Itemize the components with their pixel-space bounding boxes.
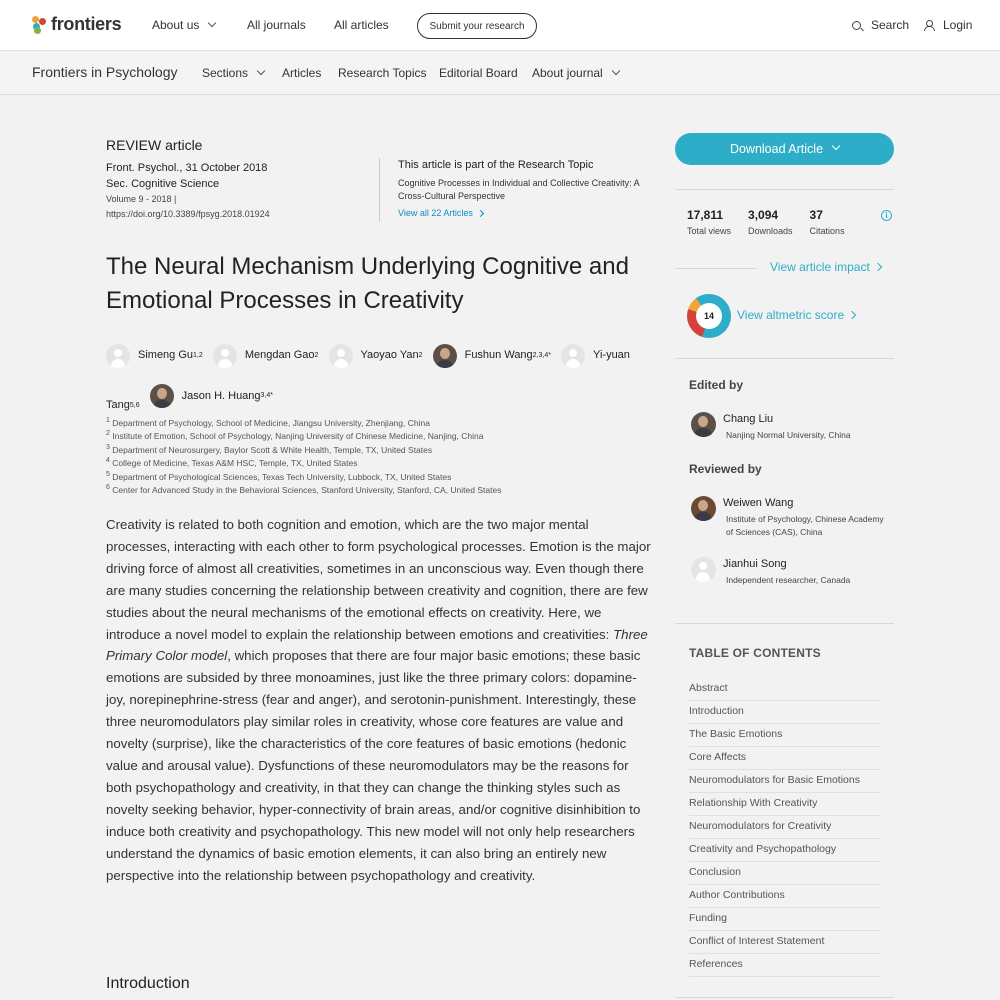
affiliation-item: $^1$ Department of Psychology, School of Medicine, Jiangsu University, Zhenjiang, China [106,417,430,428]
chevron-down-icon [208,19,216,27]
toc-neuromodulators-basic-emotions[interactable]: Neuromodulators for Basic Emotions [689,770,881,793]
chevron-right-icon [874,263,882,271]
divider [675,623,894,624]
author-yaoyao-yan[interactable]: Yaoyao Yan 2 [329,340,423,371]
toc-funding[interactable]: Funding [689,908,881,931]
reviewer-jianhui-song[interactable] [691,557,850,587]
research-topic-name[interactable]: Cognitive Processes in Individual and Collective Creativity: A Cross-Cultural Perspective [398,178,640,201]
affiliation-item: $^6$ Center for Advanced Study in the Behavioral Sciences, Stanford University, Stanford, CA, United States [106,484,502,496]
author-jason-h-huang[interactable]: Jason H. Huang 3,4* [150,381,273,412]
journal-nav-research-topics[interactable]: Research Topics [338,66,427,80]
research-topic-intro: This article is part of the Research Topic [398,159,594,171]
journal-nav-articles[interactable]: Articles [282,66,322,80]
login-button[interactable] [924,18,972,32]
author-yi-yuan-tang[interactable]: Yi-yuan [561,340,630,371]
reviewer-affiliation: Institute of Psychology, Chinese Academy of Sciences (CAS), China [726,514,884,537]
chevron-down-icon [257,67,265,75]
chevron-right-icon [848,311,856,319]
reviewed-by-heading: Reviewed by [689,462,762,476]
avatar [433,344,457,368]
editor-affiliation: Nanjing Normal University, China [726,430,851,440]
journal-nav-about-journal[interactable]: About journal [532,66,619,80]
author-yi-yuan-tang-cont[interactable]: Tang 5,6 [106,399,140,411]
article-type: REVIEW article [106,137,203,153]
editor-name: Chang Liu [723,413,774,425]
toc-creativity-psychopathology[interactable]: Creativity and Psychopathology [689,839,881,862]
nav-all-journals[interactable]: All journals [247,18,306,32]
reviewer-name: Jianhui Song [723,558,787,570]
article-title: The Neural Mechanism Underlying Cognitive and Emotional Processes in Creativity [106,253,629,314]
altmetric-score: 14 [696,303,722,329]
table-of-contents [689,678,881,977]
avatar [150,384,174,408]
logo-text: frontiers [51,14,122,34]
avatar [691,557,716,582]
avatar [329,344,353,368]
toc-heading: TABLE OF CONTENTS [689,646,821,660]
toc-basic-emotions[interactable]: The Basic Emotions [689,724,881,747]
user-icon [924,20,934,31]
stat-citations: 37 Citations [809,208,845,236]
toc-references[interactable]: References [689,954,881,977]
view-altmetric-score-link[interactable]: View altmetric score [737,308,855,322]
avatar [213,344,237,368]
login-label: Login [943,18,973,32]
toc-core-affects[interactable]: Core Affects [689,747,881,770]
author-list [106,340,651,421]
info-icon[interactable]: i [881,210,892,221]
affiliation-item: $^4$ College of Medicine, Texas A&M HSC, Temple, TX, United States [106,457,358,469]
stat-downloads: 3,094 Downloads [748,208,793,236]
chevron-down-icon [832,142,840,150]
article-metrics [687,208,862,236]
divider [675,268,757,269]
author-mengdan-gao[interactable]: Mengdan Gao 2 [213,340,319,371]
reviewer-weiwen-wang[interactable] [691,496,886,539]
journal-date: Front. Psychol., 31 October 2018 [106,162,268,174]
article-doi[interactable]: https://doi.org/10.3389/fpsyg.2018.01924 [106,209,270,219]
altmetric-badge-icon[interactable] [687,294,731,338]
journal-navigation [0,51,1000,95]
divider [675,358,894,359]
affiliation-item: $^2$ Institute of Emotion, School of Psychology, Nanjing University of Chinese Medicine, Nanjing, China [106,430,484,442]
toc-conclusion[interactable]: Conclusion [689,862,881,885]
search-button[interactable] [852,18,909,32]
frontiers-logo[interactable] [32,14,121,35]
chevron-right-icon [477,209,484,216]
download-article-button[interactable]: Download Article [675,133,894,165]
toc-relationship-creativity[interactable]: Relationship With Creativity [689,793,881,816]
avatar [691,412,716,437]
nav-all-articles[interactable]: All articles [334,18,389,32]
avatar [561,344,585,368]
divider [675,997,894,998]
article-volume: Volume 9 - 2018 | [106,194,177,204]
abstract-text: Creativity is related to both cognition and emotion, which are the two major mental processes, interacting with each other to form psychological processes. Emotion is the major driving force of almost all creativities, sometimes in an unconscious way. Even though there are many studies concerning the relationship between creativity and cognition, there are few studies about the neural mechanisms of the emotional effects on creativity. Here, we introduce a novel model to explain the relationship between emotions and creativities: Three Primary Color model, which proposes that there are four major basic emotions; these basic emotions are subsided by three monoamines, just like the three primary colors: dopamine-joy, norepinephrine-stress (fear and anger), and serotonin-punishment. Interestingly, these three neuromodulators play similar roles in creativity, whose core features are value and novelty (surprise), like the characteristics of the core features of basic emotions (hedonic value and arousal value). Dysfunctions of these neuromodulators may be the reasons for both psychopathology and creativity, in that they can change the thinking styles such as novelty seeking behavior, hyper-connectivity of brain areas, and/or cognitive disinhibition to induce both creativity and psychopathology. This new model will not only help researchers understand the dynamics of basic emotion elements, it can also bring an entirely new perspective into the relationship between psychopathology and creativity. [106,517,651,883]
frontiers-logo-icon [32,16,47,34]
toc-introduction[interactable]: Introduction [689,701,881,724]
toc-author-contributions[interactable]: Author Contributions [689,885,881,908]
search-label: Search [871,18,910,32]
affiliation-item: $^3$ Department of Neurosurgery, Baylor Scott & White Health, Temple, TX, United States [106,443,433,455]
view-all-articles-link[interactable]: View all 22 Articles [398,208,659,218]
author-simeng-gu[interactable]: Simeng Gu 1,2 [106,340,203,371]
author-fushun-wang[interactable]: Fushun Wang 2,3,4* [433,340,551,371]
chevron-down-icon [611,67,619,75]
journal-name-link[interactable]: Frontiers in Psychology [32,64,178,80]
search-icon [852,21,861,30]
edited-by-heading: Edited by [689,378,744,392]
view-article-impact-link[interactable]: View article impact [770,260,881,274]
article-section: Sec. Cognitive Science [106,178,220,190]
affiliation-list [106,417,501,497]
article-meta [106,160,270,222]
divider [675,189,894,190]
journal-nav-sections[interactable]: Sections [202,66,264,80]
avatar [691,496,716,521]
avatar [106,344,130,368]
affiliation-item: $^5$ Department of Psychological Sciences, Texas Tech University, Lubbock, TX, United States [106,470,452,482]
reviewer-name: Weiwen Wang [723,497,794,509]
toc-conflict-of-interest[interactable]: Conflict of Interest Statement [689,931,881,954]
toc-neuromodulators-creativity[interactable]: Neuromodulators for Creativity [689,816,881,839]
nav-about-us[interactable]: About us [152,18,215,32]
submit-research-button[interactable]: Submit your research [417,13,537,39]
introduction-heading: Introduction [106,975,190,992]
toc-abstract[interactable]: Abstract [689,678,881,701]
journal-nav-editorial-board[interactable]: Editorial Board [439,66,518,80]
reviewer-affiliation: Independent researcher, Canada [726,575,851,585]
editor-chang-liu[interactable] [691,412,851,442]
stat-total-views: 17,811 Total views [687,208,732,236]
research-topic-box [379,158,659,222]
top-navigation [0,0,1000,51]
